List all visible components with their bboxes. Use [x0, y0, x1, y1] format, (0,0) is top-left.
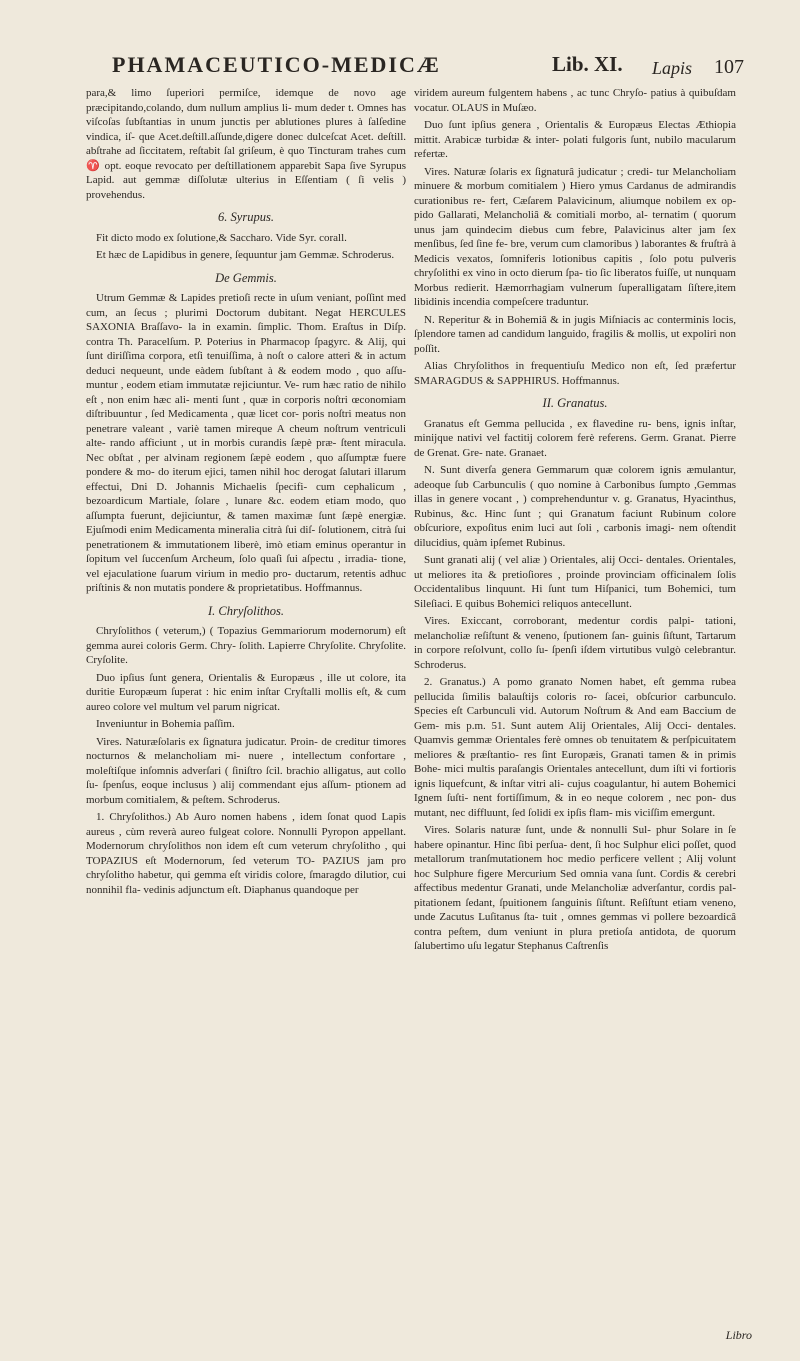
paragraph: N. Sunt diverſa genera Gemmarum quæ colorem ignis æmulantur, adeoque ſub Carbunculis ( quo nomine à Carbonibus ſumpto ,Gemmas illas in genere vocant , ) comprehenduntur v. g. Granatus, Hyacinthus, Rubinus, &c. Hinc ſunt ; qui Granatum faciunt Rubinum colore obſcuriore, expoſitus enim luci aut ſoli , carbonis imagi- nem oſtendit dilucidius, quàm ipſemet Rubinus.: [414, 464, 736, 549]
paragraph: Vires. Naturæ ſolaris ex ſignaturâ judicatur ; credi- tur Melancholiam minuere & morbum comitialem ) Hiero ymus Cardanus de admirandis curationibus re- fert, Cæſarem Palavicinum, aliumque nobilem ex op- pido Gallarati, Melancholiâ & comitiali morbo, al- ternatim ( quorum unus jam quindecim diebus cum febre, Palavicinus alter jam ſex menſibus, ſed ſine fe- bre, verum cum clamoribus ) laborantes & fruſtrà à Medicis vexatos, ſomniferis lotionibus capitis , ſolo potu pulveris chryſolithi ex vino in octo dierum ſpa- tio ſic liberatos fuiſſe, ut nunquam Morbus redierit. Hæmorrhagiam vulnerum ſuperalligatam ſiſtere,item libidinis incendia compeſcere traduntur.: [414, 165, 736, 308]
section-heading-de-gemmis: De Gemmis.: [215, 270, 277, 285]
paragraph: Vires. Solaris naturæ ſunt, unde & nonnulli Sul- phur Solare in ſe habere opinantur. Hinc ſibi perſua- dent, ſi hoc Sulphur elici poſſet, quod metallorum tranſmutationem hoc medio perficere vellent ; Alij volunt hoc Sulphure figere Mercurium Sed omnia vana ſunt. Cordis & cerebri affectibus medentur Granati, unde Melancholiæ adverſantur, cordis pal- pitationem ſedant, ſpuitionem ſanguinis ſiſtunt. Reſiſtunt etiam veneno, unde Zacutus Luſitanus ſta- tuit , omnes gemmas vi pollere bezoardicâ contra peſtem, dum veniunt in plura pretioſa antidota, de quorum ſalubertimo uſu legatur Stephanus Caſtrenſis: [414, 824, 736, 952]
section-heading-chrysolithos: I. Chryſolithos.: [207, 603, 285, 618]
section-heading-syrupus: 6. Syrupus.: [218, 210, 274, 224]
paragraph: Duo ipſius ſunt genera, Orientalis & Europæus , ille ut colore, ita duritie Europæum ſuperat : hic enim inſtar Cryſtalli mollis eſt, & cum aureo colore vel multum vel parum nigricat.: [86, 671, 406, 713]
section-heading-granatus: II. Granatus.: [542, 396, 608, 410]
left-column: [86, 86, 406, 900]
paragraph: para,& limo ſuperiori permiſce, idemque de novo age præcipitando,colando, dum nullum amplius li- mum deder t. Omnes has viſcoſas ſubſtantias in unum junctis per ablutiones plures à ſalſedine vindica, iſ- que Acet.deſtill.aſſunde,digere donec dulceſcat Acet. deſtill. abſtrahe ad ſiccitatem, reſtabit ſal griſeum, è quo Tincturam trahes cum ♈ opt. eoque revocato per deſtillationem apparebit Sapa ſive Syrupus Lapid. aut gemmæ diſſolutæ ulterius in Eſſentiam ( ſi velis ) provehendus.: [86, 87, 406, 201]
page-number: 107: [714, 56, 744, 78]
paragraph: Alias Chryſolithos in frequentiuſu Medico non eſt, ſed præfertur SMARAGDUS & SAPPHIRUS. Hoffmannus.: [414, 360, 736, 387]
paragraph: Utrum Gemmæ & Lapides pretioſi recte in uſum veniant, poſſint med cum, an ſecus ; plurimi Doctorum dubitant. Negat HERCULES SAXONIA Braſſavo- la in examin. ſimplic. Thom. Eraſtus in Diſp. contra Th. Paracelſum. P. Poterius in Pharmacop ſpagyrc. & Alij, qui ſunt diriſſima corpora, etſi tenuiſſima, à noſt o calore atteri & in actum deduci nequeunt, unde eàdem ſubſtant à & eodem modo , quo aſſu- muntur , eodem etiam immutatæ rejiciuntur. Ve- rum hæc ratio de nihilo eſt , non enim hæc ali- menti ſunt , quæ in corporis noſtri œconomiam diſtribuuntur , ſed Medicamenta , quæ licet cor- poris noſtri meatus non penetrare valeant , variè tamen mireque A cheum noſtrum ventriculi alte- rando afficiunt , ut in morbis curandis ſæpè præ- ſtent miracula. Nec obſtat , per alvinam regionem ſæpè eodem , quo aſſumptæ fuere pondere & mo- do iterum ejici, tamen nihil hoc derogat ſalutari illarum effectui, Dni D. Johannis Michaelis ſpecifi- cum cephalicum , bezoardicum Martiale, ſolare , lunare &c. eodem etiam modo, quo aſſumpta fuerunt, dejiciuntur, & tamen maximæ ſunt ſæpè energiæ. Ejuſmodi enim Medicamenta mineralia citrà ſui diſ- ſolutionem, citrà ſui penetrationem & immutationem liberè, imò etiam eminus operantur in ſopitum vel ſuccenſum Archeum, ſolo quaſi ſui aſpectu , irradia- tione, vel ejaculatione ſuarum virium in medio pro- ductarum, retentis adhuc priſtinis & non mutatis pondere & proprietatibus. Hoffmannus.: [86, 292, 406, 594]
paragraph: Inveniuntur in Bohemia paſſim.: [96, 718, 235, 730]
paragraph: Fit dicto modo ex ſolutione,& Saccharo. Vide Syr. corall.: [96, 231, 347, 244]
paragraph: Vires. Naturæſolaris ex ſignatura judicatur. Proin- de creditur timores nocturnos & melancholiam mi- nuere , intellectum confortare , moleſtiſque inſomnis adverſari ( ſiniſtro ſcil. brachio alligatus, aut collo ſu- ſpenſus, eoque inclusus ) alij commendant ejus aſſum- ptionem ad morbum comitialem, & peſtem. Schroderus.: [86, 735, 406, 806]
paragraph: 1. Chryſolithos.) Ab Auro nomen habens , idem ſonat quod Lapis aureus , cùm reverà aureo fulgeat colore. Nonnulli Pyropon appellant. Modernorum chryſolithos non idem eſt cum veterum chryſolitho , qui TOPAZIUS eſt Modernorum, ſed veterum TO- PAZIUS jam pro chryſolitho habetur, qui gemma eſt viridis colore, ſmaragdo dilutior, cui nonnihil fla- vedinis adjunctum eſt. Diaphanus quandoque per: [86, 811, 406, 896]
catchword: Libro: [725, 1328, 752, 1342]
paragraph: Duo ſunt ipſius genera , Orientalis & Europæus Electas Æthiopia mittit. Arabicæ turbidæ & inter- polati fulgoris ſunt, nubilo macularum refertæ.: [414, 119, 736, 160]
running-title: PHAMACEUTICO-MEDICÆ: [112, 52, 441, 77]
right-column: [414, 86, 736, 957]
paragraph: Vires. Exiccant, corroborant, medentur cordis palpi- tationi, melancholiæ reſiſtunt & veneno, ſputionem ſan- guinis ſiſtunt, Tartarum in corpore reſolvunt, collo ſu- ſpenſi iſdem virtutibus vulgò celebrantur. Schroderus.: [414, 615, 736, 671]
paragraph: Chryſolithos ( veterum,) ( Topazius Gemmariorum modernorum) eſt gemma aurei coloris Germ. Chry- ſolith. Lapierre Chryſolite. Chryſolite. Cryſolite.: [86, 625, 406, 666]
paragraph: Sunt granati alij ( vel aliæ ) Orientales, alij Occi- dentales. Orientales, ut meliores ita & pretioſiores , proinde provinciam officinalem ſolis Occidentalibus linquunt. Hi ſunt tum Hiſpanici, tum Bohemici, tum Sileſiaci. E quibus Bohemici reliquos antecellunt.: [414, 554, 736, 610]
page-header: [112, 52, 760, 88]
paragraph: N. Reperitur & in Bohemiâ & in jugis Miſniacis ac conterminis locis, ſplendore tamen ad candidum languido, fragilis & mollis, ut expoliri non poſſit.: [414, 313, 736, 355]
paragraph: Granatus eſt Gemma pellucida , ex flavedine ru- bens, ignis inſtar, minijque nativi vel factitij colorem ferè referens. Germ. Granat. Pierre de Grenat. Gre- nate. Granaet.: [414, 417, 736, 459]
book-label: Lib. XI.: [552, 52, 623, 76]
paragraph: 2. Granatus.) A pomo granato Nomen habet, eſt gemma rubea pellucida ſimilis balauſtijs coloris ro- ſacei, obſcurior carbunculo. Species eſt Carbunculi vid. Autorum Noſtrum & And eam Baccium de Gem- mis p.m. 51. Sunt autem Alij Orientales, Alij Occi- dentales. Quamvis gemmæ Orientales ferè omnes ob tenuitatem & perſpicuitatem meliores & præſtantio- res ſint Europæis, Granati tamen & in primis Bohe- mici multis paraſangis Orientales antecellunt, dum iſti vi fortioris ignis liquefcunt, & inſtar vitri ali- cujus coagulantur, hi autem Bohemici Ignem ſuſti- nent fortiſſimum, & in eo neque colorem , nec pon- dus mutant, nec diffluunt, ſed ſolidi ex ipſis flam- mis viciſſim emergunt.: [414, 676, 736, 819]
paragraph: Et hæc de Lapidibus in genere, ſequuntur jam Gemmæ. Schroderus.: [96, 249, 395, 261]
header-catch-title: Lapis: [652, 58, 693, 78]
paragraph: viridem aureum fulgentem habens , ac tunc Chryſo- patius à quibuſdam vocatur. OLAUS in Muſæo.: [414, 87, 736, 114]
